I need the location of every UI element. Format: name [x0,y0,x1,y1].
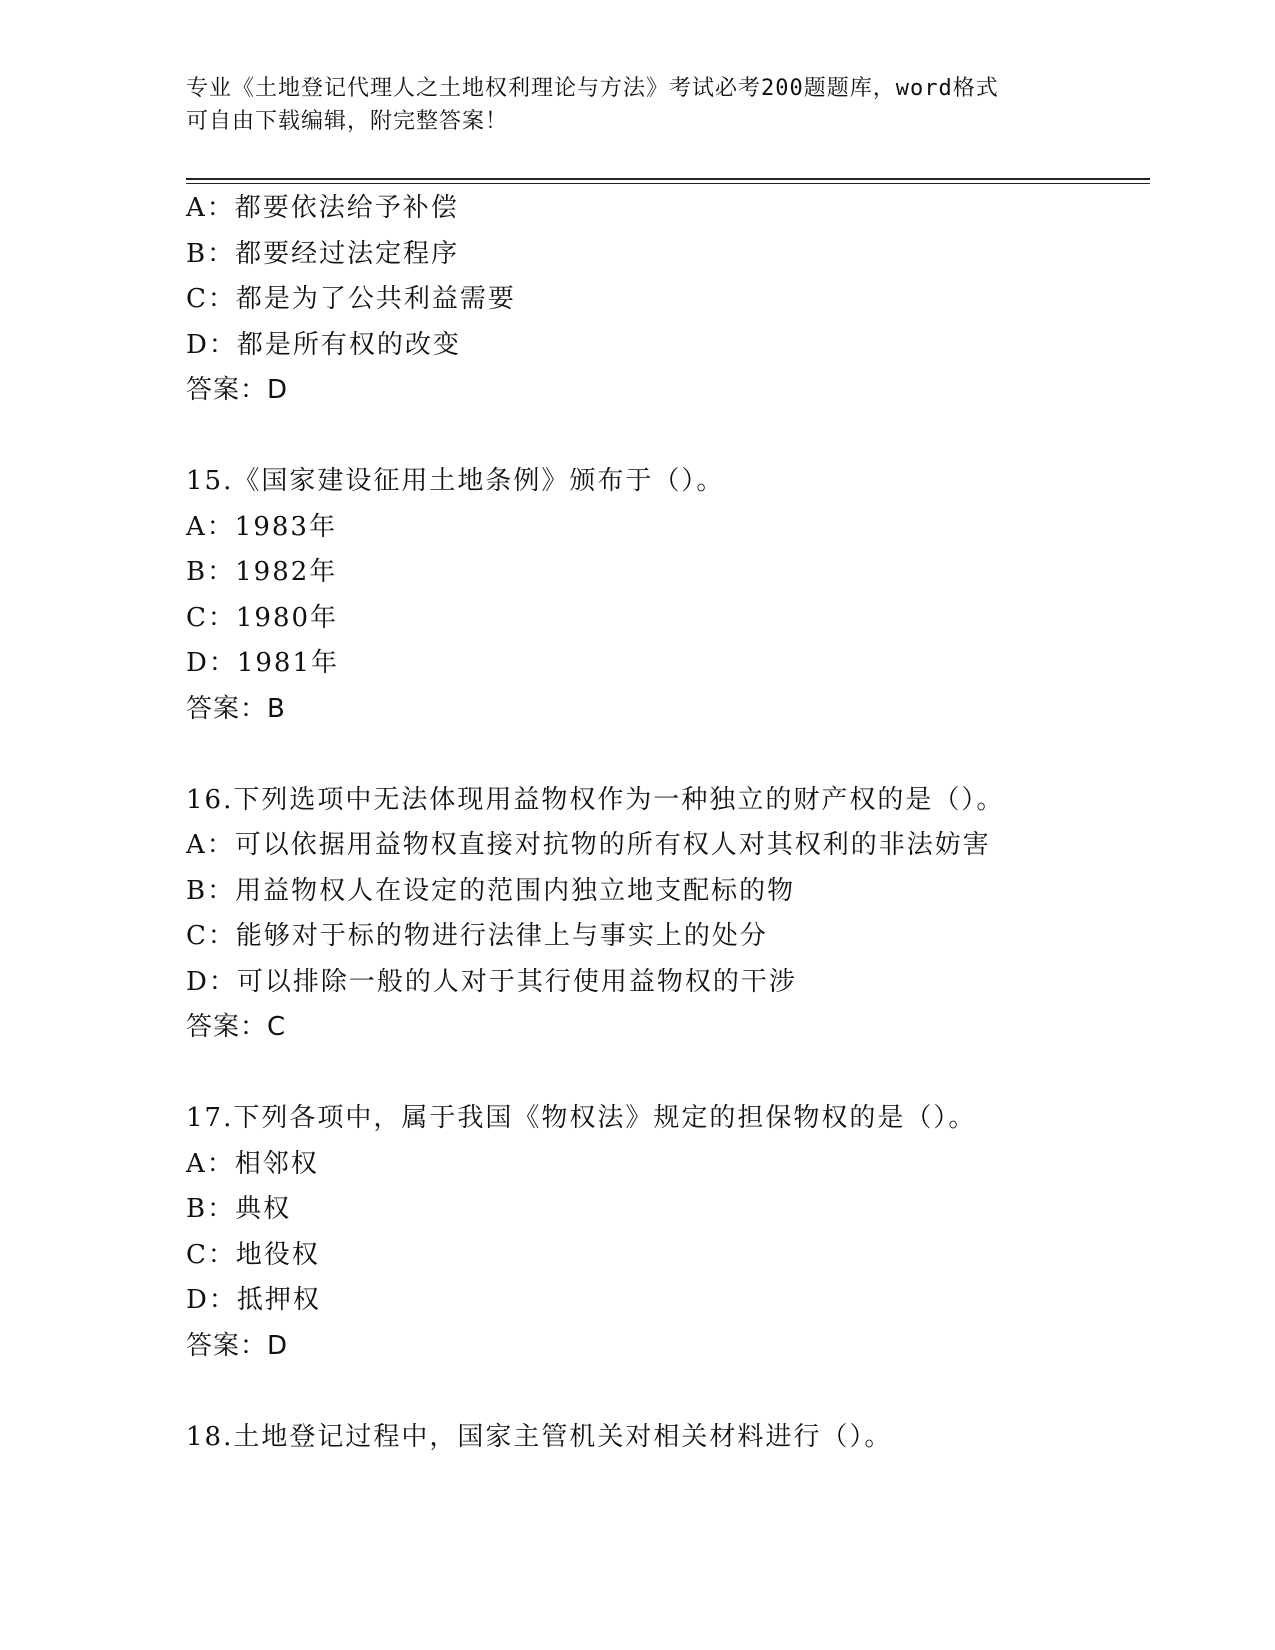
question-text: 15.《国家建设征用土地条例》颁布于（）。 [186,466,725,496]
question-text: 18.土地登记过程中，国家主管机关对相关材料进行（）。 [186,1421,893,1452]
question-15 [186,459,1186,732]
answer-line: 答案：B [186,693,286,724]
option-a: A：都要依法给予补偿 [186,193,459,223]
option-c: C：1980年 [186,602,339,633]
option-b: B：都要经过法定程序 [186,238,460,269]
option-d: D：都是所有权的改变 [186,329,461,360]
header-line-2: 可自由下载编辑，附完整答案！ [186,109,509,134]
option-c: C：能够对于标的物进行法律上与事实上的处分 [186,921,768,951]
answer-line: 答案：C [186,1012,287,1042]
spacer [186,414,1186,460]
option-b: B：典权 [186,1194,292,1224]
question-17 [186,1096,1186,1369]
header-rule-thick [186,178,1150,180]
option-a: A：可以依据用益物权直接对抗物的所有权人对其权利的非法妨害 [186,830,991,860]
option-b: B：用益物权人在设定的范围内独立地支配标的物 [186,875,796,906]
answer-line: 答案：D [186,1330,289,1361]
option-d: D：抵押权 [186,1285,321,1315]
spacer [186,1369,1186,1415]
header-rule-thin [186,183,1150,184]
question-14 [186,186,1186,414]
document-header [186,72,1066,138]
option-b: B：1982年 [186,557,338,587]
question-16 [186,778,1186,1051]
option-a: A：相邻权 [186,1148,319,1179]
spacer [186,732,1186,778]
answer-line: 答案：D [186,375,289,405]
option-d: D：可以排除一般的人对于其行使用益物权的干涉 [186,966,797,997]
question-18 [186,1415,1186,1461]
option-d: D：1981年 [186,648,340,678]
spacer [186,1051,1186,1097]
option-c: C：都是为了公共利益需要 [186,284,516,314]
question-list [186,186,1186,1460]
header-line-1: 专业《土地登记代理人之土地权利理论与方法》考试必考200题题库，word格式 [186,76,999,101]
option-c: C：地役权 [186,1239,320,1270]
option-a: A：1983年 [186,511,337,542]
question-text: 17.下列各项中，属于我国《物权法》规定的担保物权的是（）。 [186,1103,977,1133]
question-text: 16.下列选项中无法体现用益物权作为一种独立的财产权的是（）。 [186,784,1005,815]
